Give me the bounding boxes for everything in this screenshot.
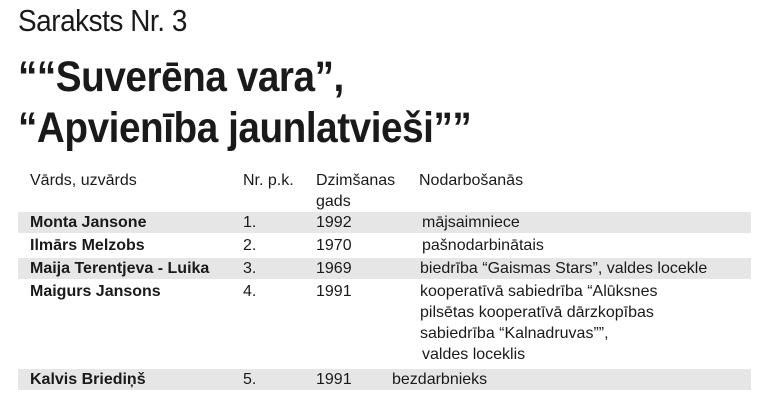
occupation-line: valdes loceklis: [422, 346, 526, 363]
cell-year: 1991: [316, 371, 352, 388]
cell-nr: 5.: [243, 371, 257, 388]
cell-occupation: [422, 212, 752, 233]
cell-nr: 2.: [243, 237, 257, 254]
occupation-line: pašnodarbinātais: [422, 237, 544, 254]
cell-occupation: [420, 281, 750, 365]
list-label: Saraksts Nr. 3: [18, 3, 187, 38]
cell-name: Maigurs Jansons: [30, 283, 161, 300]
column-header-year-line2: gads: [316, 193, 351, 210]
cell-name: Maija Terentjeva - Luika: [30, 260, 210, 277]
cell-year: 1969: [316, 260, 352, 277]
occupation-line: pilsētas kooperatīvā dārzkopības: [420, 304, 654, 321]
title-line-2: “Apvienība jaunlatvieši””: [18, 104, 472, 152]
column-header-year-line1: Dzimšanas: [316, 172, 396, 189]
occupation-line: bezdarbnieks: [392, 371, 488, 388]
cell-occupation: [422, 235, 752, 256]
occupation-line: biedrība “Gaismas Stars”, valdes locekle: [420, 260, 708, 277]
table-row: [18, 281, 751, 365]
column-header-name: Vārds, uzvārds: [30, 172, 137, 189]
cell-nr: 3.: [243, 260, 257, 277]
table-row: [18, 235, 751, 256]
column-header-occupation: Nodarbošanās: [419, 172, 524, 189]
cell-name: Ilmārs Melzobs: [30, 237, 145, 254]
cell-occupation: [392, 369, 722, 390]
table-row: [18, 369, 751, 390]
cell-name: Kalvis Briediņš: [30, 371, 146, 388]
occupation-line: sabiedrība “Kalnadruvas””,: [420, 325, 609, 342]
cell-year: 1970: [316, 237, 352, 254]
cell-nr: 1.: [243, 214, 257, 231]
title-line-1: ““Suverēna vara”,: [18, 53, 344, 101]
cell-year: 1992: [316, 214, 352, 231]
table-row: [18, 212, 751, 233]
occupation-line: mājsaimniece: [422, 214, 520, 231]
column-header-year: [316, 170, 395, 212]
cell-name: Monta Jansone: [30, 214, 147, 231]
table-row: [18, 258, 751, 279]
cell-occupation: [420, 258, 750, 279]
occupation-line: kooperatīvā sabiedrība “Alūksnes: [420, 283, 658, 300]
column-header-nr: Nr. p.k.: [243, 172, 294, 189]
cell-year: 1991: [316, 283, 352, 300]
cell-nr: 4.: [243, 283, 257, 300]
page-title: [18, 52, 471, 154]
